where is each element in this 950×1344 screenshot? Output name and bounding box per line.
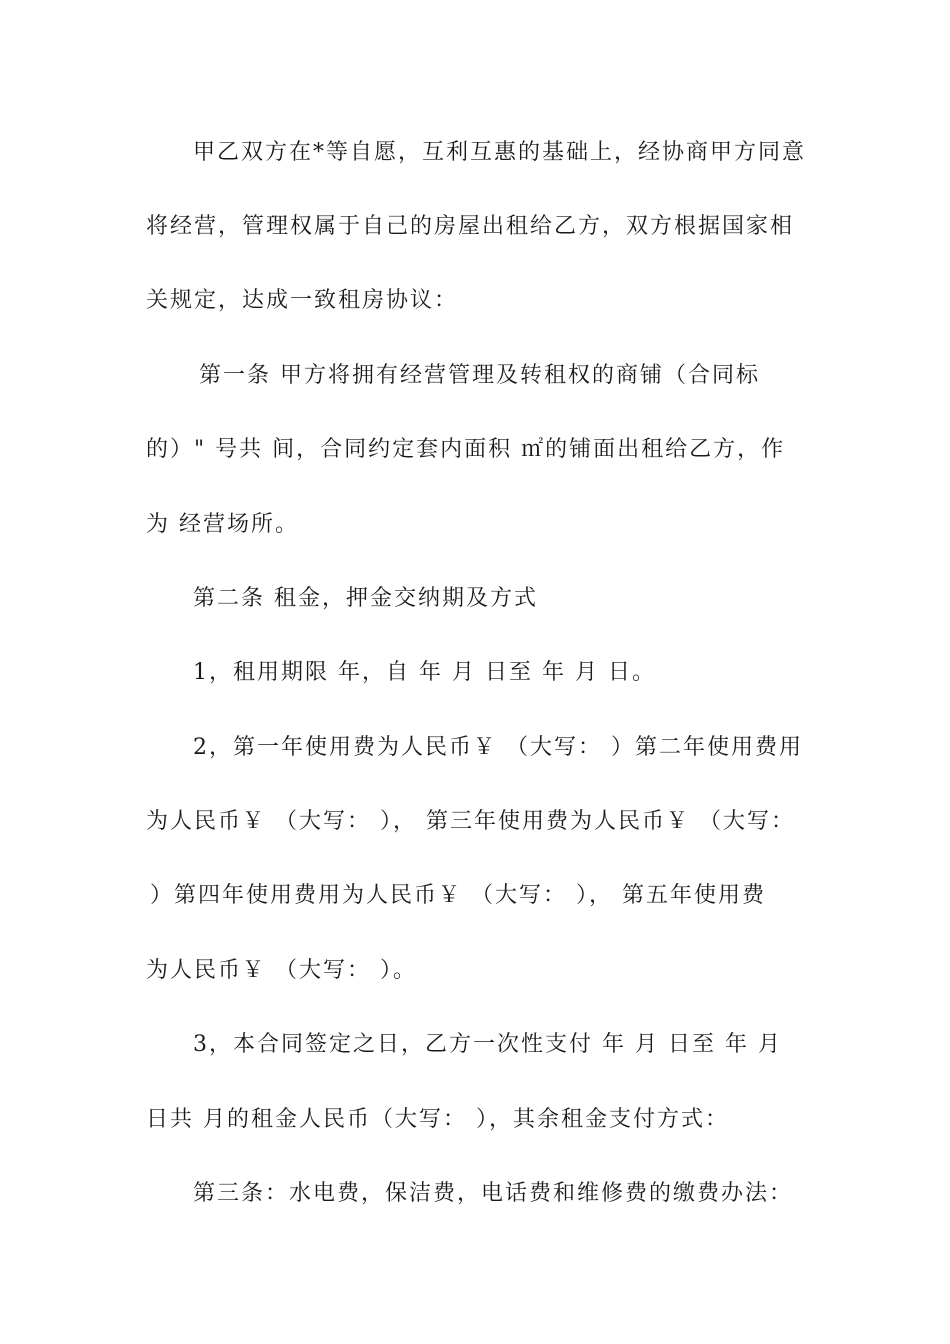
paragraph-1-line-1: 甲乙双方在*等自愿，互利互惠的基础上，经协商甲方同意 [193,140,807,165]
article-2-item-2-line-2: 为人民币￥ （大写： ）， 第三年使用费为人民币￥ （大写： [146,809,795,834]
article-2-heading: 第二条 租金，押金交纳期及方式 [193,586,538,611]
article-2-item-2-line-1: 2，第一年使用费为人民币￥ （大写： ）第二年使用费用 [193,735,803,760]
article-2-item-3-line-1: 3，本合同签定之日，乙方一次性支付 年 月 日至 年 月 [193,1032,782,1057]
article-3-heading: 第三条：水电费，保洁费，电话费和维修费的缴费办法： [193,1181,794,1206]
article-1-line-2: 的）" 号共 间，合同约定套内面积 ㎡的铺面出租给乙方，作 [146,437,786,462]
article-2-item-2-line-3: ）第四年使用费用为人民币￥ （大写： ）， 第五年使用费 [150,883,766,908]
article-1-line-1: 第一条 甲方将拥有经营管理及转租权的商铺（合同标 [199,363,760,388]
article-2-item-2-line-4: 为人民币￥ （大写： ）。 [146,958,417,983]
paragraph-1-line-3: 关规定，达成一致租房协议： [146,288,459,313]
paragraph-1-line-2: 将经营，管理权属于自己的房屋出租给乙方，双方根据国家相 [146,214,795,239]
article-2-item-3-line-2: 日共 月的租金人民币（大写： ），其余租金支付方式： [146,1107,729,1132]
article-1-line-3: 为 经营场所。 [146,512,299,537]
article-2-item-1: 1，租用期限 年，自 年 月 日至 年 月 日。 [193,660,656,685]
